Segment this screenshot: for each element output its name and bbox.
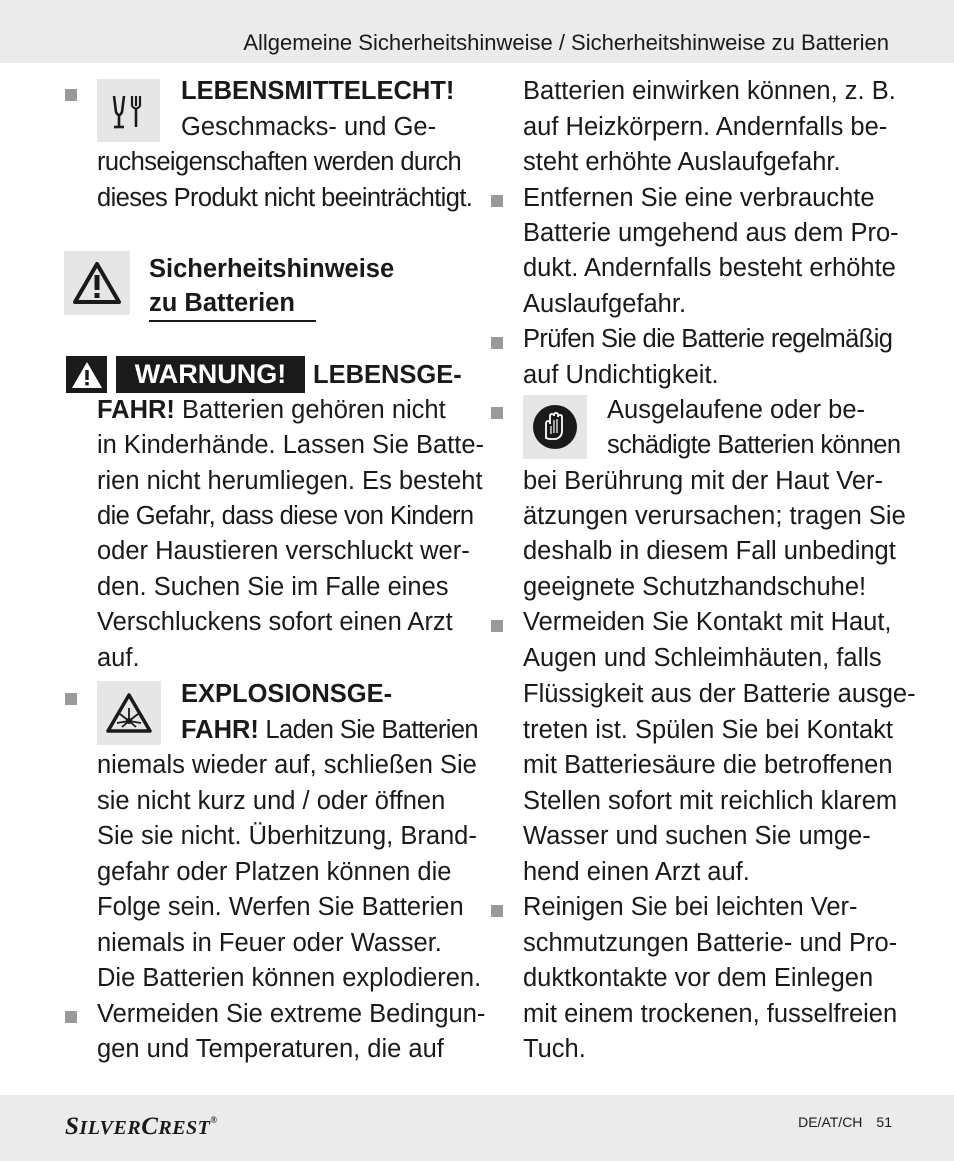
- warning-text-line: Verschluckens sofort einen Arzt: [97, 608, 453, 636]
- protective-gloves-icon-box: [523, 395, 587, 459]
- food-safe-icon: [108, 90, 150, 132]
- bullet-square-icon: [491, 620, 503, 632]
- warning-text: Batterien gehören nicht: [174, 396, 446, 424]
- explosion-text: Laden Sie Batterien: [258, 716, 479, 744]
- section-heading: Sicherheitshinweise: [149, 255, 395, 283]
- contact-text-line: treten ist. Spülen Sie bei Kontakt: [523, 716, 893, 744]
- warning-text-line: [97, 393, 446, 428]
- warning-text-line: in Kinderhände. Lassen Sie Batte-: [97, 431, 485, 459]
- bullet-square-icon: [491, 195, 503, 207]
- bullet-square-icon: [65, 693, 77, 705]
- brand-logo: SILVERCREST®: [65, 1113, 218, 1140]
- explosion-text-line: sie nicht kurz und / oder öffnen: [97, 787, 446, 815]
- leak-text-line: deshalb in diesem Fall unbedingt: [523, 537, 896, 565]
- section-heading: zu Batterien: [149, 289, 295, 317]
- page-header-title: Allgemeine Sicherheitshinweise / Sicherheitshinweise zu Batterien: [243, 30, 889, 55]
- remove-text-line: Auslaufgefahr.: [523, 290, 687, 318]
- bullet-square-icon: [491, 337, 503, 349]
- bullet-square-icon: [491, 407, 503, 419]
- warning-badge: WARNUNG!: [116, 356, 305, 393]
- leak-text-line: ätzungen verursachen; tragen Sie: [523, 502, 906, 530]
- conditions-text-line: Batterien einwirken können, z. B.: [523, 77, 896, 105]
- leak-text-line: geeignete Schutzhandschuhe!: [523, 573, 867, 601]
- conditions-text-line: gen und Temperaturen, die auf: [97, 1035, 444, 1063]
- food-text-line: Geschmacks- und Ge-: [181, 113, 437, 141]
- contact-text-line: Wasser und suchen Sie umge-: [523, 822, 871, 850]
- explosion-text-line: niemals wieder auf, schließen Sie: [97, 751, 477, 779]
- explosive-icon: [105, 692, 153, 734]
- explosion-text-line: Die Batterien können explodieren.: [97, 964, 482, 992]
- explosion-text-line: Sie sie nicht. Überhitzung, Brand-: [97, 822, 477, 850]
- warning-text-line: rien nicht herumliegen. Es besteht: [97, 467, 483, 495]
- conditions-text-line: auf Heizkörpern. Andernfalls be-: [523, 113, 888, 141]
- warning-heading: FAHR!: [97, 396, 175, 424]
- locale-label: DE/AT/CH: [798, 1114, 863, 1130]
- remove-text-line: dukt. Andernfalls besteht erhöhte: [523, 254, 896, 282]
- contact-text-line: Augen und Schleimhäuten, falls: [523, 644, 882, 672]
- bullet-square-icon: [491, 905, 503, 917]
- warning-text-line: auf.: [97, 644, 140, 672]
- explosion-heading: FAHR!: [181, 716, 259, 744]
- contact-text-line: Flüssigkeit aus der Batterie ausge-: [523, 680, 916, 708]
- conditions-text-line: steht erhöhte Auslaufgefahr.: [523, 148, 841, 176]
- contact-text-line: Stellen sofort mit reichlich klarem: [523, 787, 898, 815]
- bullet-square-icon: [65, 89, 77, 101]
- check-text-line: Prüfen Sie die Batterie regelmäßig: [523, 325, 893, 353]
- bullet-square-icon: [65, 1011, 77, 1023]
- warning-triangle-icon: [70, 360, 104, 390]
- food-text-line: dieses Produkt nicht beeinträchtigt.: [97, 184, 473, 212]
- section-heading-underline: [149, 320, 316, 322]
- protective-gloves-icon: [532, 404, 578, 450]
- contact-text-line: Vermeiden Sie Kontakt mit Haut,: [523, 608, 892, 636]
- leak-text-line: schädigte Batterien können: [607, 431, 901, 459]
- clean-text-line: mit einem trockenen, fusselfreien: [523, 1000, 898, 1028]
- warning-text-line: den. Suchen Sie im Falle eines: [97, 573, 449, 601]
- food-safe-icon-box: [97, 79, 160, 142]
- contact-text-line: mit Batteriesäure die betroffenen: [523, 751, 893, 779]
- page-number: 51: [876, 1114, 892, 1130]
- food-text-line: ruchseigenschaften werden durch: [97, 148, 462, 176]
- warning-heading: LEBENSGE-: [313, 361, 462, 389]
- warning-triangle-icon: [72, 261, 122, 305]
- warning-text-line: die Gefahr, dass diese von Kindern: [97, 502, 474, 530]
- explosion-text-line: [181, 713, 478, 748]
- explosive-icon-box: [97, 681, 161, 745]
- contact-text-line: hend einen Arzt auf.: [523, 858, 750, 886]
- leak-text-line: Ausgelaufene oder be-: [607, 396, 866, 424]
- explosion-text-line: niemals in Feuer oder Wasser.: [97, 929, 442, 957]
- food-safe-heading: LEBENSMITTELECHT!: [181, 77, 455, 105]
- check-text-line: auf Undichtigkeit.: [523, 361, 719, 389]
- warning-text-line: oder Haustieren verschluckt wer-: [97, 537, 470, 565]
- explosion-heading: EXPLOSIONSGE-: [181, 680, 393, 708]
- clean-text-line: schmutzungen Batterie- und Pro-: [523, 929, 898, 957]
- remove-text-line: Batterie umgehend aus dem Pro-: [523, 219, 899, 247]
- explosion-text-line: gefahr oder Platzen können die: [97, 858, 452, 886]
- explosion-text-line: Folge sein. Werfen Sie Batterien: [97, 893, 464, 921]
- warning-triangle-badge: [66, 356, 107, 393]
- footer-page-info: [798, 1114, 892, 1130]
- conditions-text-line: Vermeiden Sie extreme Bedingun-: [97, 1000, 486, 1028]
- leak-text-line: bei Berührung mit der Haut Ver-: [523, 467, 884, 495]
- clean-text-line: Reinigen Sie bei leichten Ver-: [523, 893, 858, 921]
- remove-text-line: Entfernen Sie eine verbrauchte: [523, 184, 875, 212]
- clean-text-line: duktkontakte vor dem Einlegen: [523, 964, 874, 992]
- battery-safety-icon-box: [64, 251, 130, 315]
- clean-text-line: Tuch.: [523, 1035, 586, 1063]
